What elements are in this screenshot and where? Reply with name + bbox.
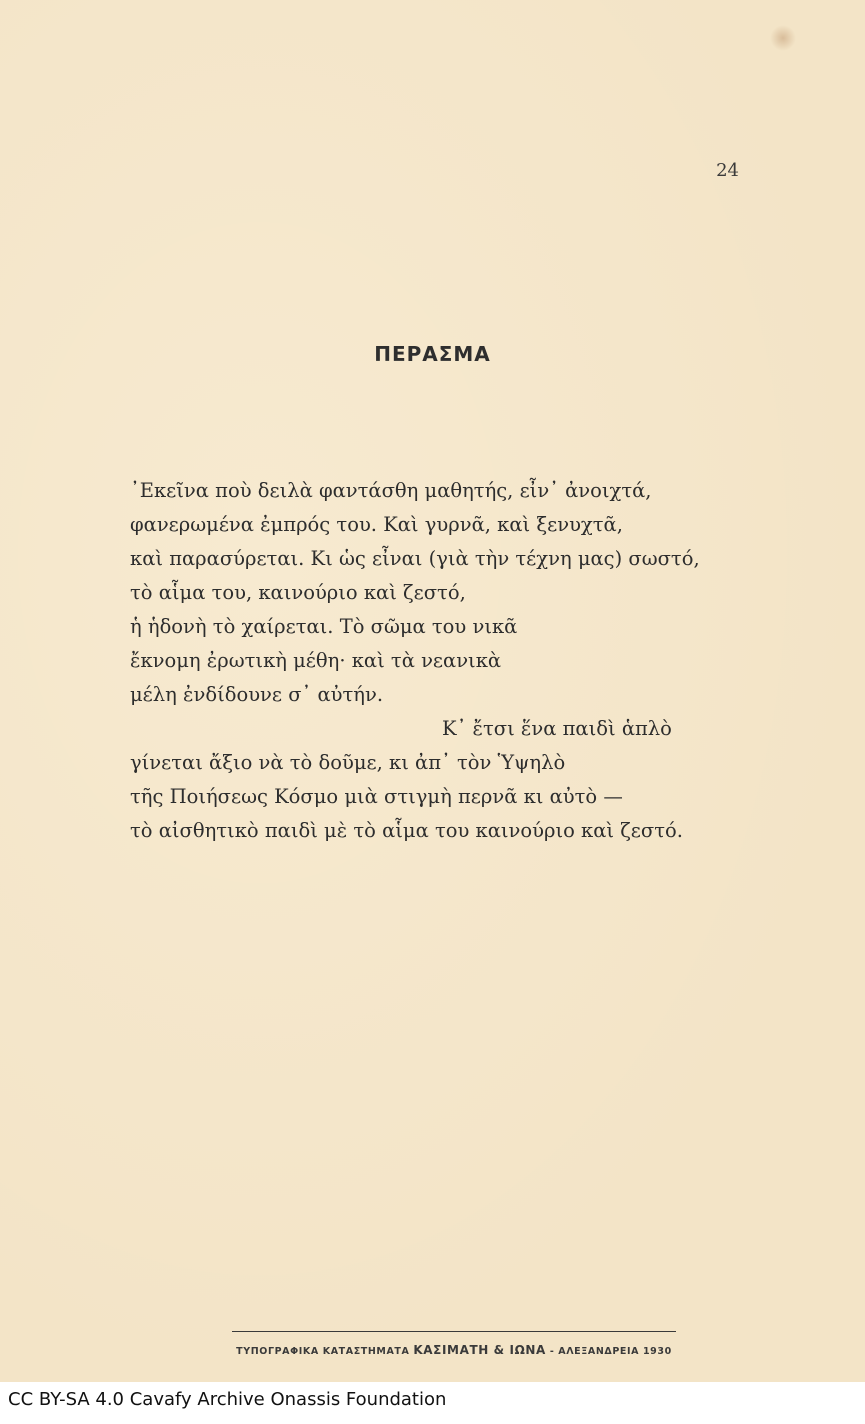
poem-line: ᾿Εκεῖνα ποὺ δειλὰ φαντάσθη μαθητής, εἶν᾿ ἀνοιχτά, [130, 479, 652, 502]
poem-line: μέλη ἐνδίδουνε σ᾿ αὐτήν. [130, 683, 384, 706]
poem-line: τὸ αἷμα του, καινούριο καὶ ζεστό, [130, 581, 466, 604]
paper-stain [770, 25, 796, 51]
printer-imprint [0, 1343, 865, 1357]
imprint-part-3: - ΑΛΕΞΑΝΔΡΕΙΑ 1930 [549, 1346, 672, 1357]
poem-line: φανερωμένα ἐμπρός του. Καὶ γυρνᾶ, καὶ ξενυχτᾶ, [130, 513, 623, 536]
poem-line: γίνεται ἄξιο νὰ τὸ δοῦμε, κι ἀπ᾿ τὸν Ὑψηλὸ [130, 751, 566, 774]
poem-title: ΠΕΡΑΣΜΑ [374, 342, 491, 366]
poem-line: τὸ αἰσθητικὸ παιδὶ μὲ τὸ αἷμα του καινούριο καὶ ζεστό. [130, 819, 683, 842]
footer-divider [232, 1331, 676, 1332]
license-credit: CC BY-SA 4.0 Cavafy Archive Onassis Foundation [8, 1389, 447, 1410]
poem-line: ἔκνομη ἐρωτικὴ μέθη· καὶ τὰ νεανικὰ [130, 649, 502, 672]
poem-line: καὶ παρασύρεται. Κι ὡς εἶναι (γιὰ τὴν τέχνη μας) σωστό, [130, 547, 700, 570]
poem-line: ἡ ἡδονὴ τὸ χαίρεται. Τὸ σῶμα του νικᾶ [130, 615, 518, 638]
imprint-part-1: ΤΥΠΟΓΡΑΦΙΚΑ ΚΑΤΑΣΤΗΜΑΤΑ [236, 1346, 410, 1357]
page-number: 24 [716, 160, 739, 181]
poem-body [130, 474, 780, 848]
poem-line: τῆς Ποιήσεως Κόσμο μιὰ στιγμὴ περνᾶ κι αὐτὸ — [130, 785, 623, 808]
imprint-part-2: ΚΑΣΙΜΑΤΗ & ΙΩΝΑ [413, 1343, 546, 1357]
poem-line-indented: Κ᾿ ἔτσι ἕνα παιδὶ ἁπλὸ [442, 717, 672, 740]
